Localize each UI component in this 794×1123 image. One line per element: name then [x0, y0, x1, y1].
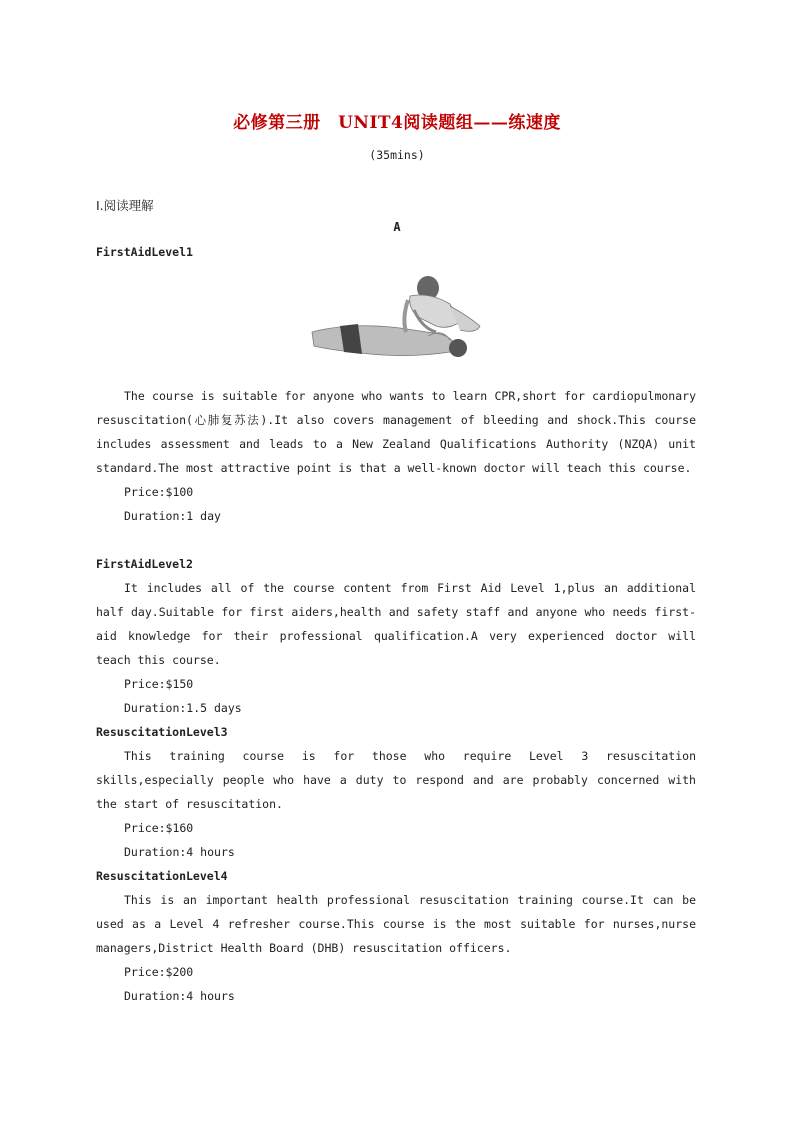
- course-price: Price:$160: [124, 821, 194, 835]
- course-heading: ResuscitationLevel4: [96, 869, 228, 883]
- course-heading: ResuscitationLevel3: [96, 725, 228, 739]
- course-duration: Duration:4 hours: [124, 845, 235, 859]
- course-block: [96, 240, 696, 264]
- course-duration: Duration:1 day: [124, 509, 221, 523]
- course-description: It includes all of the course content from First Aid Level 1,plus an additional half day.Suitable for first aiders,health and safety staff and anyone who needs first-aid knowledge for their professional qualification.A very experienced doctor will teach this course.: [96, 581, 696, 667]
- course-block: [96, 552, 696, 720]
- course-price: Price:$200: [124, 965, 194, 979]
- course-description: This is an important health professional resuscitation training course.It can be used as a Level 4 refresher course.This course is the most suitable for nurses,nurse managers,District Health Board (DHB) resuscitation officers.: [96, 893, 696, 955]
- course-duration: Duration:4 hours: [124, 989, 235, 1003]
- course-price: Price:$150: [124, 677, 194, 691]
- document-title: 必修第三册 UNIT4阅读题组——练速度: [233, 113, 561, 133]
- course-duration: Duration:1.5 days: [124, 701, 242, 715]
- course-details: [96, 384, 696, 528]
- time-limit: (35mins): [369, 148, 425, 162]
- section-heading: Ⅰ.阅读理解: [96, 198, 154, 213]
- cpr-illustration: [310, 270, 490, 370]
- course-description: The course is suitable for anyone who wants to learn CPR,short for cardiopulmonary resuscitation(心肺复苏法).It also covers management of bleeding and shock.This course includes assessment and leads to a New Zealand Qualifications Authority (NZQA) unit standard.The most attractive point is that a well-known doctor will teach this course.: [96, 389, 696, 475]
- course-block: [96, 864, 696, 1008]
- course-description: This training course is for those who require Level 3 resuscitation skills,especially people who have a duty to respond and are probably concerned with the start of resuscitation.: [96, 749, 696, 811]
- passage-label: A: [393, 220, 401, 234]
- course-heading: FirstAidLevel2: [96, 557, 193, 571]
- course-price: Price:$100: [124, 485, 194, 499]
- course-block: [96, 720, 696, 864]
- course-heading: FirstAidLevel1: [96, 245, 193, 259]
